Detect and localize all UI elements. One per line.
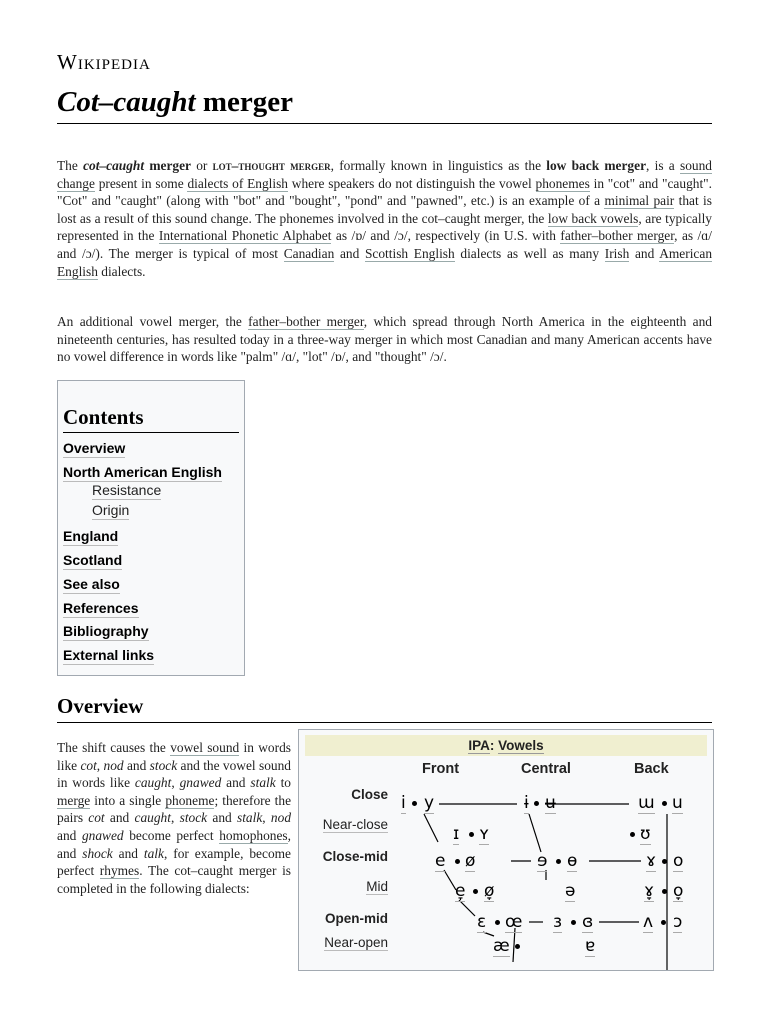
column-front: Front — [422, 761, 460, 777]
link-low-back-vowels[interactable]: low back vowels — [547, 210, 639, 226]
toc-item-england[interactable]: England — [63, 528, 119, 544]
link-father-bother-merger-2[interactable]: father–bother merger — [248, 314, 364, 329]
vowel-small-cap-y[interactable]: ʏ — [479, 824, 490, 844]
link-ipa[interactable]: International Phonetic Alphabet — [158, 228, 332, 244]
vowel-dot — [495, 920, 500, 925]
toc-item-external-links[interactable]: External links — [63, 647, 155, 663]
vowel-dot — [630, 832, 635, 837]
vowel-barred-o[interactable]: ɵ — [567, 851, 578, 871]
vowel-o[interactable]: o — [673, 851, 684, 871]
vowel-i[interactable]: i — [401, 793, 406, 813]
vowel-barred-u[interactable]: ʉ — [545, 793, 556, 813]
vowel-rams-horn[interactable]: ɤ — [646, 851, 657, 871]
link-father-bother-merger[interactable]: father–bother merger — [560, 228, 675, 244]
vowel-chart-header: IPA: Vowels — [305, 735, 707, 756]
toc-item-overview[interactable]: Overview — [63, 440, 126, 456]
link-minimal-pair[interactable]: minimal pair — [604, 193, 675, 209]
vowel-reversed-e[interactable]: ɘ — [537, 851, 548, 871]
link-homophones[interactable]: homophones — [219, 827, 288, 843]
toc-item-see-also[interactable]: See also — [63, 576, 120, 592]
link-rhymes[interactable]: rhymes — [99, 863, 140, 879]
vowel-schwa[interactable]: ə — [565, 881, 576, 901]
vowel-closed-reversed-open-e[interactable]: ɞ — [582, 912, 594, 932]
vowel-dot — [662, 801, 667, 806]
vowel-barred-i[interactable]: ɨ — [524, 793, 529, 813]
vowel-open-e[interactable]: ɛ — [477, 912, 487, 932]
vowel-turned-a[interactable]: ɐ — [585, 936, 596, 956]
toc-title: Contents — [63, 405, 239, 433]
vowel-dot — [662, 889, 667, 894]
link-american-english[interactable]: American English — [57, 245, 713, 279]
vowel-dot — [534, 801, 539, 806]
link-irish[interactable]: Irish — [604, 245, 630, 261]
row-mid[interactable]: Mid — [366, 879, 388, 894]
row-near-close[interactable]: Near-close — [322, 817, 388, 832]
column-central: Central — [521, 761, 571, 777]
vowel-dot — [571, 920, 576, 925]
row-near-open[interactable]: Near-open — [324, 935, 388, 950]
row-close-mid: Close-mid — [322, 849, 388, 864]
vowel-y[interactable]: y — [424, 793, 435, 813]
vowel-lowered-o[interactable]: o̞ — [673, 881, 684, 901]
ipa-vowel-chart — [298, 729, 714, 971]
toc-subitem-resistance[interactable]: Resistance — [92, 482, 162, 498]
toc-item-bibliography[interactable]: Bibliography — [63, 623, 149, 639]
vowel-open-o[interactable]: ɔ — [673, 912, 683, 932]
link-sound-change[interactable]: sound change — [57, 158, 712, 191]
vowel-turned-m[interactable]: ɯ — [638, 793, 655, 813]
vowel-oe[interactable]: œ — [505, 912, 523, 932]
link-dialects-of-english[interactable]: dialects of English — [187, 175, 288, 191]
vowel-dot — [455, 859, 460, 864]
link-phonemes[interactable]: phonemes — [535, 175, 590, 191]
toc-item-references[interactable]: References — [63, 600, 139, 616]
vowel-dot — [662, 859, 667, 864]
section-heading-overview: Overview — [57, 694, 712, 723]
vowel-upsilon[interactable]: ʊ — [640, 824, 651, 844]
vowel-u[interactable]: u — [672, 793, 683, 813]
second-paragraph: An additional vowel merger, the father–bother merger, which spread through North America in the eighteenth and nineteenth centuries, has resulted today in a three-way merger in which most Canadian and many American accents have no vowel difference in words like "palm" /ɑ/, "lot" /ɒ/, and "thought" /ɔ/. — [57, 314, 712, 365]
vowel-e[interactable]: e — [435, 851, 446, 871]
row-open-mid: Open-mid — [325, 911, 388, 926]
vowels-link[interactable]: Vowels — [498, 738, 544, 753]
vowel-dot — [515, 944, 520, 949]
link-phoneme[interactable]: phoneme — [165, 792, 215, 808]
title-rest: merger — [195, 86, 293, 118]
vowel-dot — [412, 801, 417, 806]
page-title — [57, 86, 712, 124]
vowel-o-slash[interactable]: ø — [465, 851, 476, 871]
vowel-lowered-e[interactable]: e̞ — [455, 881, 466, 901]
toc-item-north-american-english[interactable]: North American English — [63, 464, 222, 480]
title-italic: Cot–caught — [57, 86, 196, 118]
link-merge[interactable]: merge — [57, 792, 91, 808]
row-close: Close — [351, 787, 388, 802]
vowel-turned-v[interactable]: ʌ — [643, 912, 654, 932]
link-scottish-english[interactable]: Scottish English — [364, 245, 455, 261]
column-back: Back — [634, 761, 669, 777]
intro-paragraph: The cot–caught merger or lot–thought merger, formally known in linguistics as the low back merger, is a sound change present in some dialects of English where speakers do not distinguish the vowel phonemes in "cot" and "caught". "Cot" and "caught" (along with "bot" and "bought", "pond" and "pawned", etc.) is an example of a minimal pair that is lost as a result of this sound change. The phonemes involved in the cot–caught merger, the low back vowels, are typically represented in the International Phonetic Alphabet as /ɒ/ and /ɔ/, respectively (in U.S. with father–bother merger, as /ɑ/ and /ɔ/). The merger is typical of most Canadian and Scottish English dialects as well as many Irish and American English dialects. — [57, 158, 713, 279]
vowel-lowered-o-slash[interactable]: ø̞ — [484, 881, 495, 901]
vowel-trapezoid-lines — [299, 730, 713, 970]
toc-subitem-origin[interactable]: Origin — [92, 502, 130, 518]
vowel-dot — [469, 832, 474, 837]
table-of-contents — [57, 380, 245, 676]
toc-item-scotland[interactable]: Scotland — [63, 552, 123, 568]
vowel-dot — [556, 859, 561, 864]
link-canadian[interactable]: Canadian — [283, 245, 335, 261]
lot-thought-term: lot–thought merger — [212, 158, 331, 173]
vowel-ash[interactable]: æ — [493, 936, 510, 956]
vowel-dot — [473, 889, 478, 894]
vowel-small-cap-i[interactable]: ɪ — [453, 824, 460, 844]
overview-paragraph: The shift causes the vowel sound in words like cot, nod and stock and the vowel sound in words like caught, gnawed and stalk to merge into a single phoneme; therefore the pairs cot and caught, stock and stalk, nod and gnawed become perfect homophones, and shock and talk, for example, become perfect rhymes. The cot–caught merger is completed in the following dialects: — [57, 740, 292, 896]
link-vowel-sound[interactable]: vowel sound — [170, 740, 240, 755]
vowel-dot — [661, 920, 666, 925]
ipa-link[interactable]: IPA — [468, 738, 490, 753]
wikipedia-logo: Wikipedia — [57, 50, 151, 74]
vowel-lowered-rams-horn[interactable]: ɤ̞ — [644, 881, 655, 901]
vowel-reversed-open-e[interactable]: ɜ — [553, 912, 563, 932]
